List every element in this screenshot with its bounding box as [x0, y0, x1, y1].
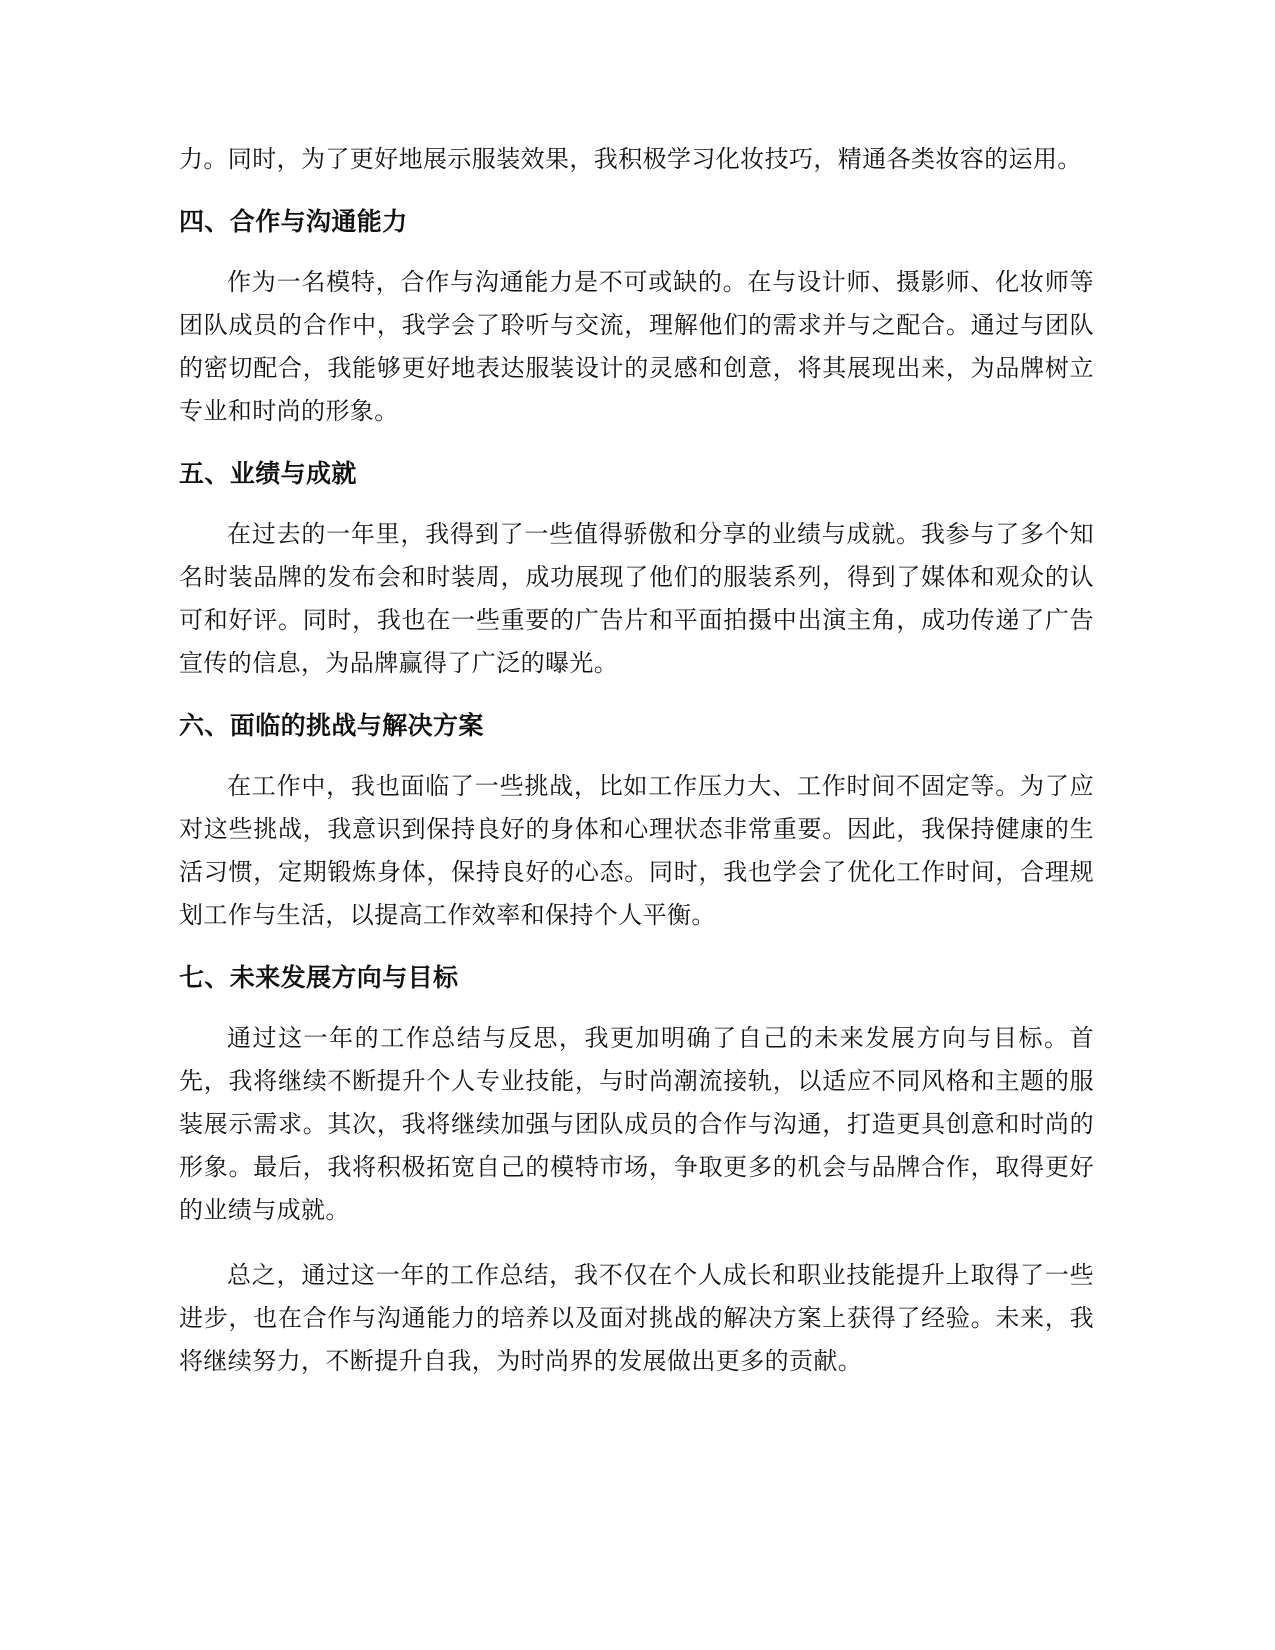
section-heading-achievements: 五、业绩与成就: [179, 459, 357, 488]
section-heading-future: 七、未来发展方向与目标: [179, 963, 459, 992]
conclusion-paragraph: 总之，通过这一年的工作总结，我不仅在个人成长和职业技能提升上取得了一些进步，也在合作与沟通能力的培养以及面对挑战的解决方案上获得了经验。未来，我将继续努力，不断提升自我，为时尚界的发展做出更多的贡献。: [179, 1261, 1094, 1375]
continued-paragraph: 力。同时，为了更好地展示服装效果，我积极学习化妆技巧，精通各类妆容的运用。: [179, 145, 1082, 173]
section-paragraph-achievements: 在过去的一年里，我得到了一些值得骄傲和分享的业绩与成就。我参与了多个知名时装品牌的发布会和时装周，成功展现了他们的服装系列，得到了媒体和观众的认可和好评。同时，我也在一些重要的广告片和平面拍摄中出演主角，成功传递了广告宣传的信息，为品牌赢得了广泛的曝光。: [179, 520, 1094, 677]
section-paragraph-cooperation: 作为一名模特，合作与沟通能力是不可或缺的。在与设计师、摄影师、化妆师等团队成员的合作中，我学会了聆听与交流，理解他们的需求并与之配合。通过与团队的密切配合，我能够更好地表达服装设计的灵感和创意，将其展现出来，为品牌树立专业和时尚的形象。: [179, 268, 1094, 425]
section-heading-cooperation: 四、合作与沟通能力: [179, 207, 408, 236]
document-body: [179, 138, 1094, 1383]
section-heading-challenges: 六、面临的挑战与解决方案: [179, 711, 484, 740]
section-paragraph-challenges: 在工作中，我也面临了一些挑战，比如工作压力大、工作时间不固定等。为了应对这些挑战，我意识到保持良好的身体和心理状态非常重要。因此，我保持健康的生活习惯，定期锻炼身体，保持良好的心态。同时，我也学会了优化工作时间，合理规划工作与生活，以提高工作效率和保持个人平衡。: [179, 772, 1094, 929]
section-paragraph-future: 通过这一年的工作总结与反思，我更加明确了自己的未来发展方向与目标。首先，我将继续不断提升个人专业技能，与时尚潮流接轨，以适应不同风格和主题的服装展示需求。其次，我将继续加强与团队成员的合作与沟通，打造更具创意和时尚的形象。最后，我将积极拓宽自己的模特市场，争取更多的机会与品牌合作，取得更好的业绩与成就。: [179, 1024, 1094, 1224]
